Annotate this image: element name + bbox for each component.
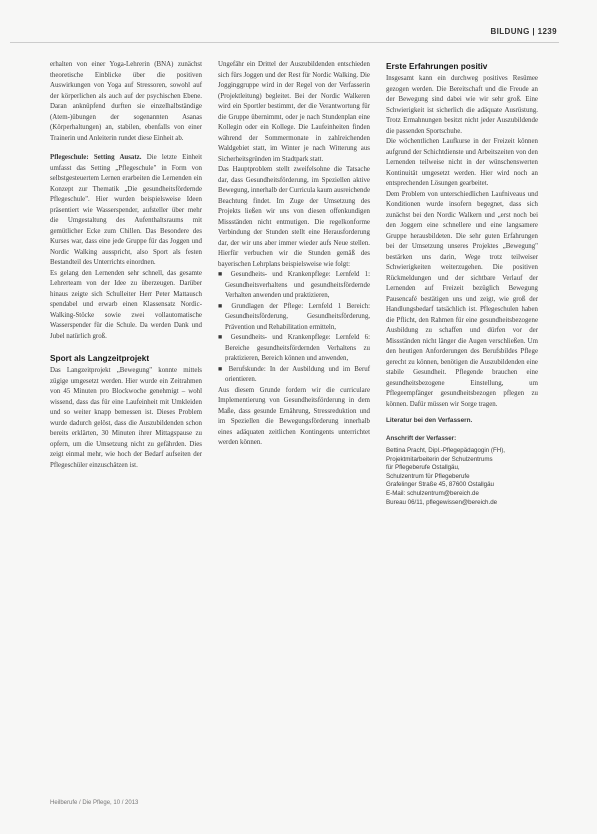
paragraph: Das Hauptproblem stellt zweifelsohne die Tatsache dar, dass Gesundheitsförderung, im Speziellen aktive Bewegung, innerhalb der Curricula kaum ausreichende Beachtung findet. Im Zuge der Umsetzung des Projekts ließen wir uns von diesen offenkundigen Missständen nicht entmutigen. Die regelkonforme Verbindung der Stunden stellt eine Herausforderung dar, der wir uns aber immer wieder aufs Neue stellen. Hierfür verbuchen wir die Stunden gemäß des bayerischen Lehrplans beispielsweise wie folgt: (218, 166, 370, 268)
column-middle (218, 60, 370, 449)
paragraph: Insgesamt kann ein durchweg positives Resümee gezogen werden. Die Bereitschaft und die Freude an der Bewegung sind dabei wie wir sehr groß. Eine Schwierigkeit ist sicherlich die adäquate Ausrüstung. Trotz Ermahnungen besitzt nicht jeder Auszubildende die passenden Sportschuhe. (386, 75, 538, 135)
paragraph (50, 153, 202, 269)
paragraph-text: Die letzte Einheit umfasst das Setting „Pflegeschule" in Form von selbstgesteuertem Lernen erarbeiten die Lernenden ein Konzept zur Thematik „Die gesundheitsfördernde Pflegeschule". Hier wurden beispielsweise Ideen präsentiert wie Wasserspender, aufsteller über mehr die Umgestaltung des Aufenthaltsraums mit gemütlicher Ecke zum Chillen. Das Besondere des Kurses war, dass eine jede Gruppe für das Joggen und Nordic Walking ausspricht, also Sport als festen Bestandteil des Unterrichts einordnen. (50, 154, 203, 266)
literature-note: Literatur bei den Verfassern. (386, 417, 473, 424)
paragraph: Die wöchentlichen Laufkurse in der Freizeit können aufgrund der Schichtdienste und Arbeitszeiten von den Lernenden teilweise nicht in der wünschenswerten Kontinuität umgesetzt werden. Hier wird noch an entsprechenden Lösungen gearbeitet. (386, 138, 538, 187)
author-line: für Pflegeberufe Ostallgäu, (386, 464, 460, 472)
paragraph: erhalten von einer Yoga-Lehrerin (BNA) zunächst theoretische Einblicke über die positiven Auswirkungen von Yoga auf Stressoren, sowohl auf der körperlichen als auch auf der psychischen Ebene. Daran anknüpfend durften sie einzelhalbständige (Atem-)übungen der sogenannten Asanas (Körperhaltungen) an, stabilen, ebenfalls von einer Trainerin und Anleiterin rundet diese Einheit ab. (50, 61, 202, 142)
author-line: Grafelinger Straße 45, 87600 Ostallgäu (386, 481, 495, 489)
author-line: Bettina Pracht, Dipl.-Pflegepädagogin (FH), Projektmitarbeiterin der Schulzentrums (386, 447, 505, 463)
author-line: Bureau 06/11, pflegewissen@bereich.de (386, 498, 498, 506)
author-label: Anschrift der Verfasser: (386, 434, 457, 442)
section-heading: Sport als Langzeitprojekt (50, 353, 150, 363)
list-item: ■ Gesundheits- und Krankenpflege: Lernfeld 6: Bereiche gesundheitsfördernden Verhaltens zu praktizieren, Bereich können und anwenden, (218, 334, 370, 362)
paragraph: Aus diesem Grunde fordern wir die curriculare Implementierung von Gesundheitsförderung in dem Maße, dass gesunde Ernährung, Stressreduktion und im Speziellen die Bewegungsförderung innerhalb eines adäquaten zeitlichen Kontingents unterrichtet werden können. (218, 386, 370, 446)
paragraph: Ungefähr ein Drittel der Auszubildenden entschieden sich fürs Joggen und der Rest für Nordic Walking. Die Jogginggruppe wird in der Regel von der Verfasserin (Projektleitung) begleitet. Bei der Nordic Walkeren wird ein Sportler bestimmt, der die Verantwortung für die Gruppe übernimmt, oder je nach Stundenplan eine Kollegin oder ein Kollege. Die Laufeinheiten finden während der Sommermonate in zahlreichenden Waldgebiet statt, im Winter je nach Witterung aus Sicherheitsgründen im Stadtpark statt. (218, 61, 370, 163)
paragraph: Es gelang den Lernenden sehr schnell, das gesamte Lehrerteam von der Idee zu überzeugen. Darüber hinaus zeigte sich Schulleiter Herr Peter Mattausch spendabel und erwarb einen Klassensatz Nordic-Walking-Stöcke sowie zwei vollautomatische Wasserspender für die Schule. Da werden Dank und Jubel natürlich groß. (50, 269, 202, 340)
author-line: Schulzentrum für Pflegeberufe (386, 472, 470, 480)
paragraph: Dem Problem von unterschiedlichen Laufniveaus und Konditionen wurde insofern begegnet, dass sich zunächst bei den Nordic Walkern und „erst noch bei den Joggern eine schnellere und eine langsamere Gruppe herausbildeten. Die sehr guten Erfahrungen bei der Umsetzung unseres Projektes „Bewegung" bestärken uns darin, Wege trotz teilweiser Schwierigkeiten weiterzugehen. Die positiven Rückmeldungen und der sichtbare Verlauf der Lernenden auf Freizeit bezüglich Bewegung Pausencafé bestätigen uns und zeigt, wie groß der Handlungsbedarf tatsächlich ist. Pflegeschulen haben die Pflicht, den Rahmen für eine gesundheitsbezogene Ausbildung zu schaffen und dürfen vor der Missständen nicht länger die Augen verschließen. Um den heutigen Anforderungen des Berufsbildes Pflege gerecht zu können, benötigen die Auszubildenden eine stabile Gesundheit. Pflegende brauchen eine gesundheitsbezogene Einstellung, um Pflegeempfänger gesundheitsbezogen pflegen zu können. Dafür müssen wir Sorge tragen. (386, 190, 538, 408)
list-item: ■ Berufskunde: In der Ausbildung und im Beruf orientieren. (218, 365, 370, 383)
column-left (50, 60, 202, 471)
author-info (386, 435, 538, 508)
list-item: ■ Grundlagen der Pflege: Lernfeld 1 Bereich: Gesundheitsförderung, Gesundheitsförderung, Prävention und Rehabilitation ermitteln, (218, 302, 370, 331)
running-header: BILDUNG | 1239 (490, 27, 557, 36)
author-line: E-Mail: schulzentrum@bereich.de (386, 490, 479, 498)
list-item: ■ Gesundheits- und Krankenpflege: Lernfeld 1: Gesundheitsverhaltens und gesundheitsfördernde Verhalten anwenden und praktizieren, (218, 271, 370, 299)
column-right (386, 60, 538, 507)
paragraph: Das Langzeitprojekt „Bewegung" konnte mittels zügige umgesetzt werden. Hier wurde ein Zeitrahmen von 45 Minuten pro Blockwoche genehmigt – wohl wissend, dass das für eine Laufeinheit mit Umkleiden und so weiter knapp bemessen ist. Dieses Problem wurde dadurch gelöst, dass die Auszubildenden schon bereits erklärten, 30 Minuten ihrer Mittagspause zu opfern, um die Umsetzung nicht zu gefährden. Dies zeigt einmal mehr, wie hoch der Bedarf aufseiten der Pflegeschüler einzuschätzen ist. (50, 367, 202, 469)
paragraph-lead: Pflegeschule: Setting Ausatz. (50, 154, 142, 161)
section-heading: Erste Erfahrungen positiv (386, 61, 488, 71)
page-footer: Heilberufe / Die Pflege, 10 / 2013 (50, 800, 139, 806)
header-rule (10, 42, 559, 43)
spacer (50, 144, 202, 153)
